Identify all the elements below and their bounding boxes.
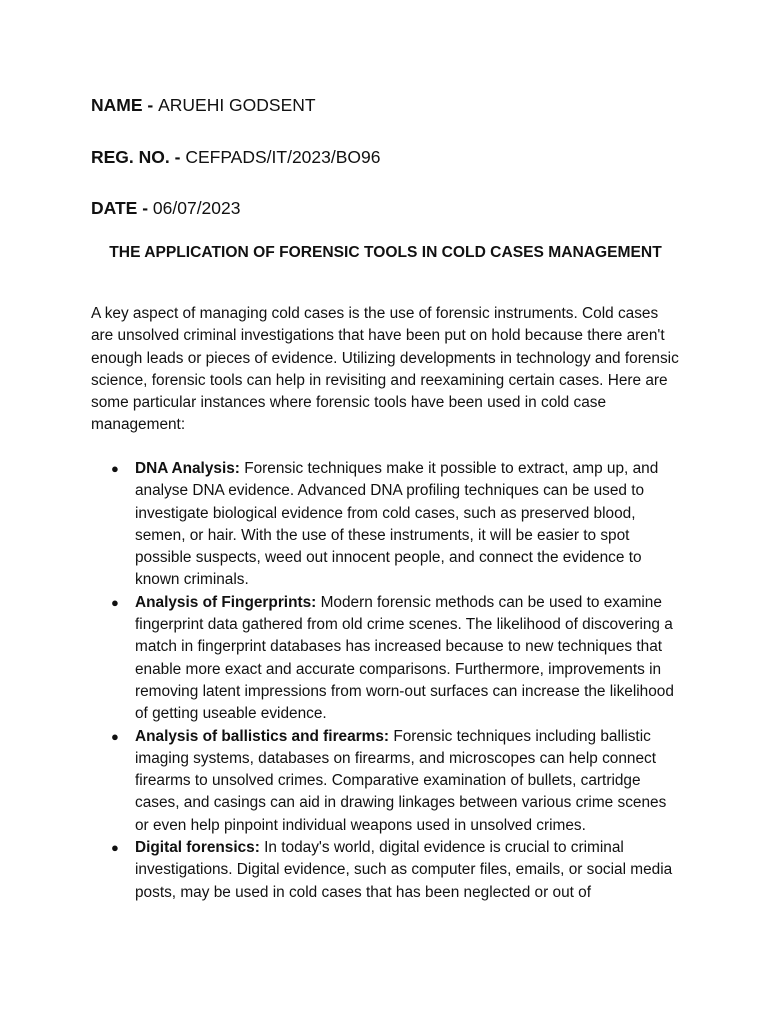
reg-no-line [91,146,381,168]
bullet-heading: Analysis of ballistics and firearms: [135,727,390,745]
bullet-text: Forensic techniques make it possible to extract, amp up, and analyse DNA evidence. Advanced DNA profiling techniques can be used to investigate biological evidence from cold cases, such as preserved blood, semen, or hair. With the use of these instruments, it will be easier to spot possible suspects, weed out innocent people, and connect the evidence to known criminals. [135,460,659,589]
bullet-text: Modern forensic methods can be used to examine fingerprint data gathered from old crime scenes. The likelihood of discovering a match in fingerprint databases has increased because to new techniques that enable more exact and accurate comparisons. Furthermore, improvements in removing latent impressions from worn-out surfaces can increase the likelihood of getting useable evidence. [135,593,674,723]
list-item [91,592,681,726]
reg-no-value: CEFPADS/IT/2023/BO96 [185,147,381,167]
bullet-heading: Analysis of Fingerprints: [135,593,317,611]
name-line [91,94,316,116]
name-value: ARUEHI GODSENT [158,95,316,115]
intro-paragraph: A key aspect of managing cold cases is the use of forensic instruments. Cold cases are unsolved criminal investigations that have been put on hold because there aren't enough leads or pieces of evidence. Utilizing developments in technology and forensic science, forensic tools can help in revisiting and reexamining certain cases. Here are some particular instances where forensic tools have been used in cold case management: [91,305,679,434]
bullet-list [91,458,681,904]
date-value: 06/07/2023 [152,198,241,218]
bullet-text: Forensic techniques including ballistic imaging systems, databases on firearms, and microscopes can help connect firearms to unsolved crimes. Comparative examination of bullets, cartridge cases, and casings can aid in drawing linkages between various crime scenes or even help pinpoint individual weapons used in unsolved crimes. [135,727,667,834]
bullet-heading: DNA Analysis: [135,460,240,477]
list-item [91,458,681,592]
bullet-icon: ● [111,840,119,856]
bullet-icon: ● [111,728,119,744]
reg-no-label: REG. NO. - [91,147,186,167]
list-item [91,837,681,904]
list-item [91,726,681,837]
bullet-text: In today's world, digital evidence is crucial to criminal investigations. Digital evidence, such as computer files, emails, or social media posts, may be used in cold cases that has been neglected or out of [135,839,673,901]
date-line [91,197,241,219]
bullet-heading: Digital forensics: [135,839,260,857]
document-title: THE APPLICATION OF FORENSIC TOOLS IN COLD CASES MANAGEMENT [109,244,662,261]
name-label: NAME - [91,95,159,115]
date-label: DATE - [91,198,153,218]
bullet-icon: ● [111,461,119,476]
bullet-icon: ● [111,594,119,610]
